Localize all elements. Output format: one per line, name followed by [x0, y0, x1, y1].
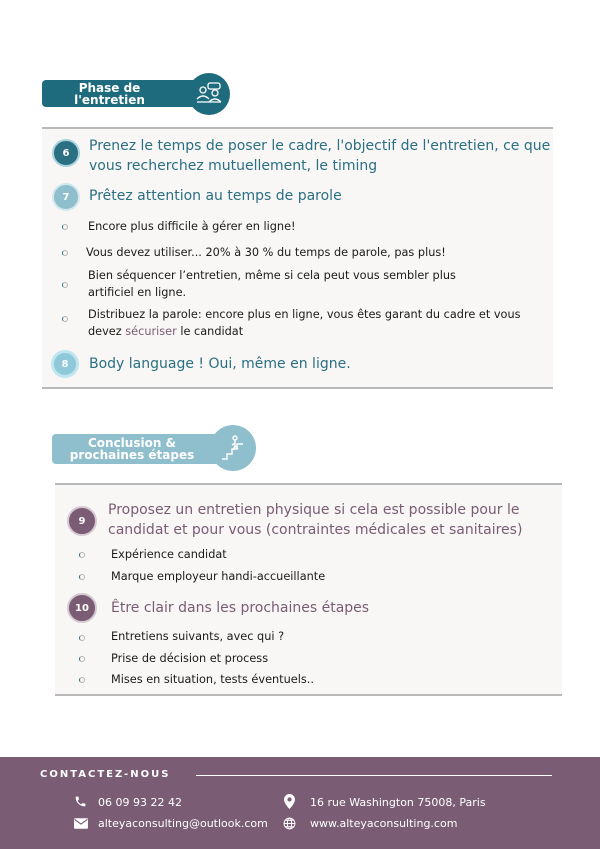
step-7-bullet-3-line1: Bien séquencer l’entretien, même si cela peut vous sembler plus: [88, 269, 456, 282]
globe-icon: [283, 817, 296, 830]
step-number-8: 8: [51, 350, 79, 378]
contact-footer: [0, 757, 600, 849]
location-pin-icon: [284, 794, 295, 809]
step-7-bullet-1: Encore plus difficile à gérer en ligne!: [88, 220, 296, 233]
conclusion-title-line2: prochaines étapes: [69, 448, 195, 462]
contact-divider: [196, 775, 552, 776]
contact-title: CONTACTEZ-NOUS: [40, 769, 171, 780]
step-10-heading: Être clair dans les prochaines étapes: [111, 600, 370, 616]
bullet-4-highlight: sécuriser: [125, 325, 177, 338]
step-9-line1: Proposez un entretien physique si cela est possible pour le: [108, 502, 520, 518]
step-10-bullet-1: Entretiens suivants, avec qui ?: [111, 630, 285, 643]
bullet-icon: [62, 282, 68, 288]
step-6-line2: vous recherchez mutuellement, le timing: [89, 158, 378, 174]
interview-people-icon: [188, 73, 230, 115]
step-number-10: 10: [67, 593, 97, 623]
step-7-bullet-4-line2: [88, 323, 243, 340]
step-number-6: 6: [52, 139, 80, 167]
section-title-conclusion: [52, 434, 232, 464]
contact-phone[interactable]: 06 09 93 22 42: [98, 796, 182, 809]
step-6-line1: Prenez le temps de poser le cadre, l'objectif de l'entretien, ce que: [89, 138, 551, 154]
step-9-bullet-2: Marque employeur handi-accueillante: [111, 570, 326, 583]
bullet-icon: [79, 552, 85, 558]
contact-address: 16 rue Washington 75008, Paris: [310, 796, 486, 809]
section-title-conclusion-text: [70, 437, 194, 461]
step-7-bullet-3-line2: artificiel en ligne.: [88, 286, 187, 299]
step-10-bullet-2: Prise de décision et process: [111, 652, 269, 665]
phone-icon: [74, 795, 87, 808]
contact-email[interactable]: alteyaconsulting@outlook.com: [98, 817, 268, 830]
bullet-icon: [62, 250, 68, 256]
contact-website[interactable]: www.alteyaconsulting.com: [310, 817, 458, 830]
step-7-bullet-2: Vous devez utiliser... 20% à 30 % du temps de parole, pas plus!: [86, 246, 446, 259]
mail-icon: [74, 818, 88, 829]
bullet-4-text-a: devez: [88, 325, 126, 338]
step-10-bullet-3: Mises en situation, tests éventuels..: [111, 673, 314, 686]
bullet-icon: [79, 677, 85, 683]
conclusion-title-line1: Conclusion &: [87, 436, 177, 450]
stairs-climber-icon: [210, 425, 256, 471]
bullet-4-text-b: le candidat: [176, 325, 244, 338]
step-8-heading: Body language ! Oui, même en ligne.: [89, 356, 351, 372]
section-title-phase-text: Phase de l'entretien: [74, 80, 145, 107]
step-7-heading: Prêtez attention au temps de parole: [89, 188, 342, 204]
step-7-bullet-4-line1: Distribuez la parole: encore plus en ligne, vous êtes garant du cadre et vous: [88, 308, 521, 321]
bullet-icon: [79, 574, 85, 580]
step-number-7: 7: [52, 183, 80, 211]
section-title-phase: [42, 80, 207, 107]
bullet-icon: [79, 656, 85, 662]
bullet-icon: [79, 635, 85, 641]
bullet-icon: [62, 224, 68, 230]
step-9-bullet-1: Expérience candidat: [111, 548, 227, 561]
step-number-9: 9: [67, 506, 97, 536]
bullet-icon: [62, 316, 68, 322]
step-9-line2: candidat et pour vous (contraintes médicales et sanitaires): [108, 522, 523, 538]
